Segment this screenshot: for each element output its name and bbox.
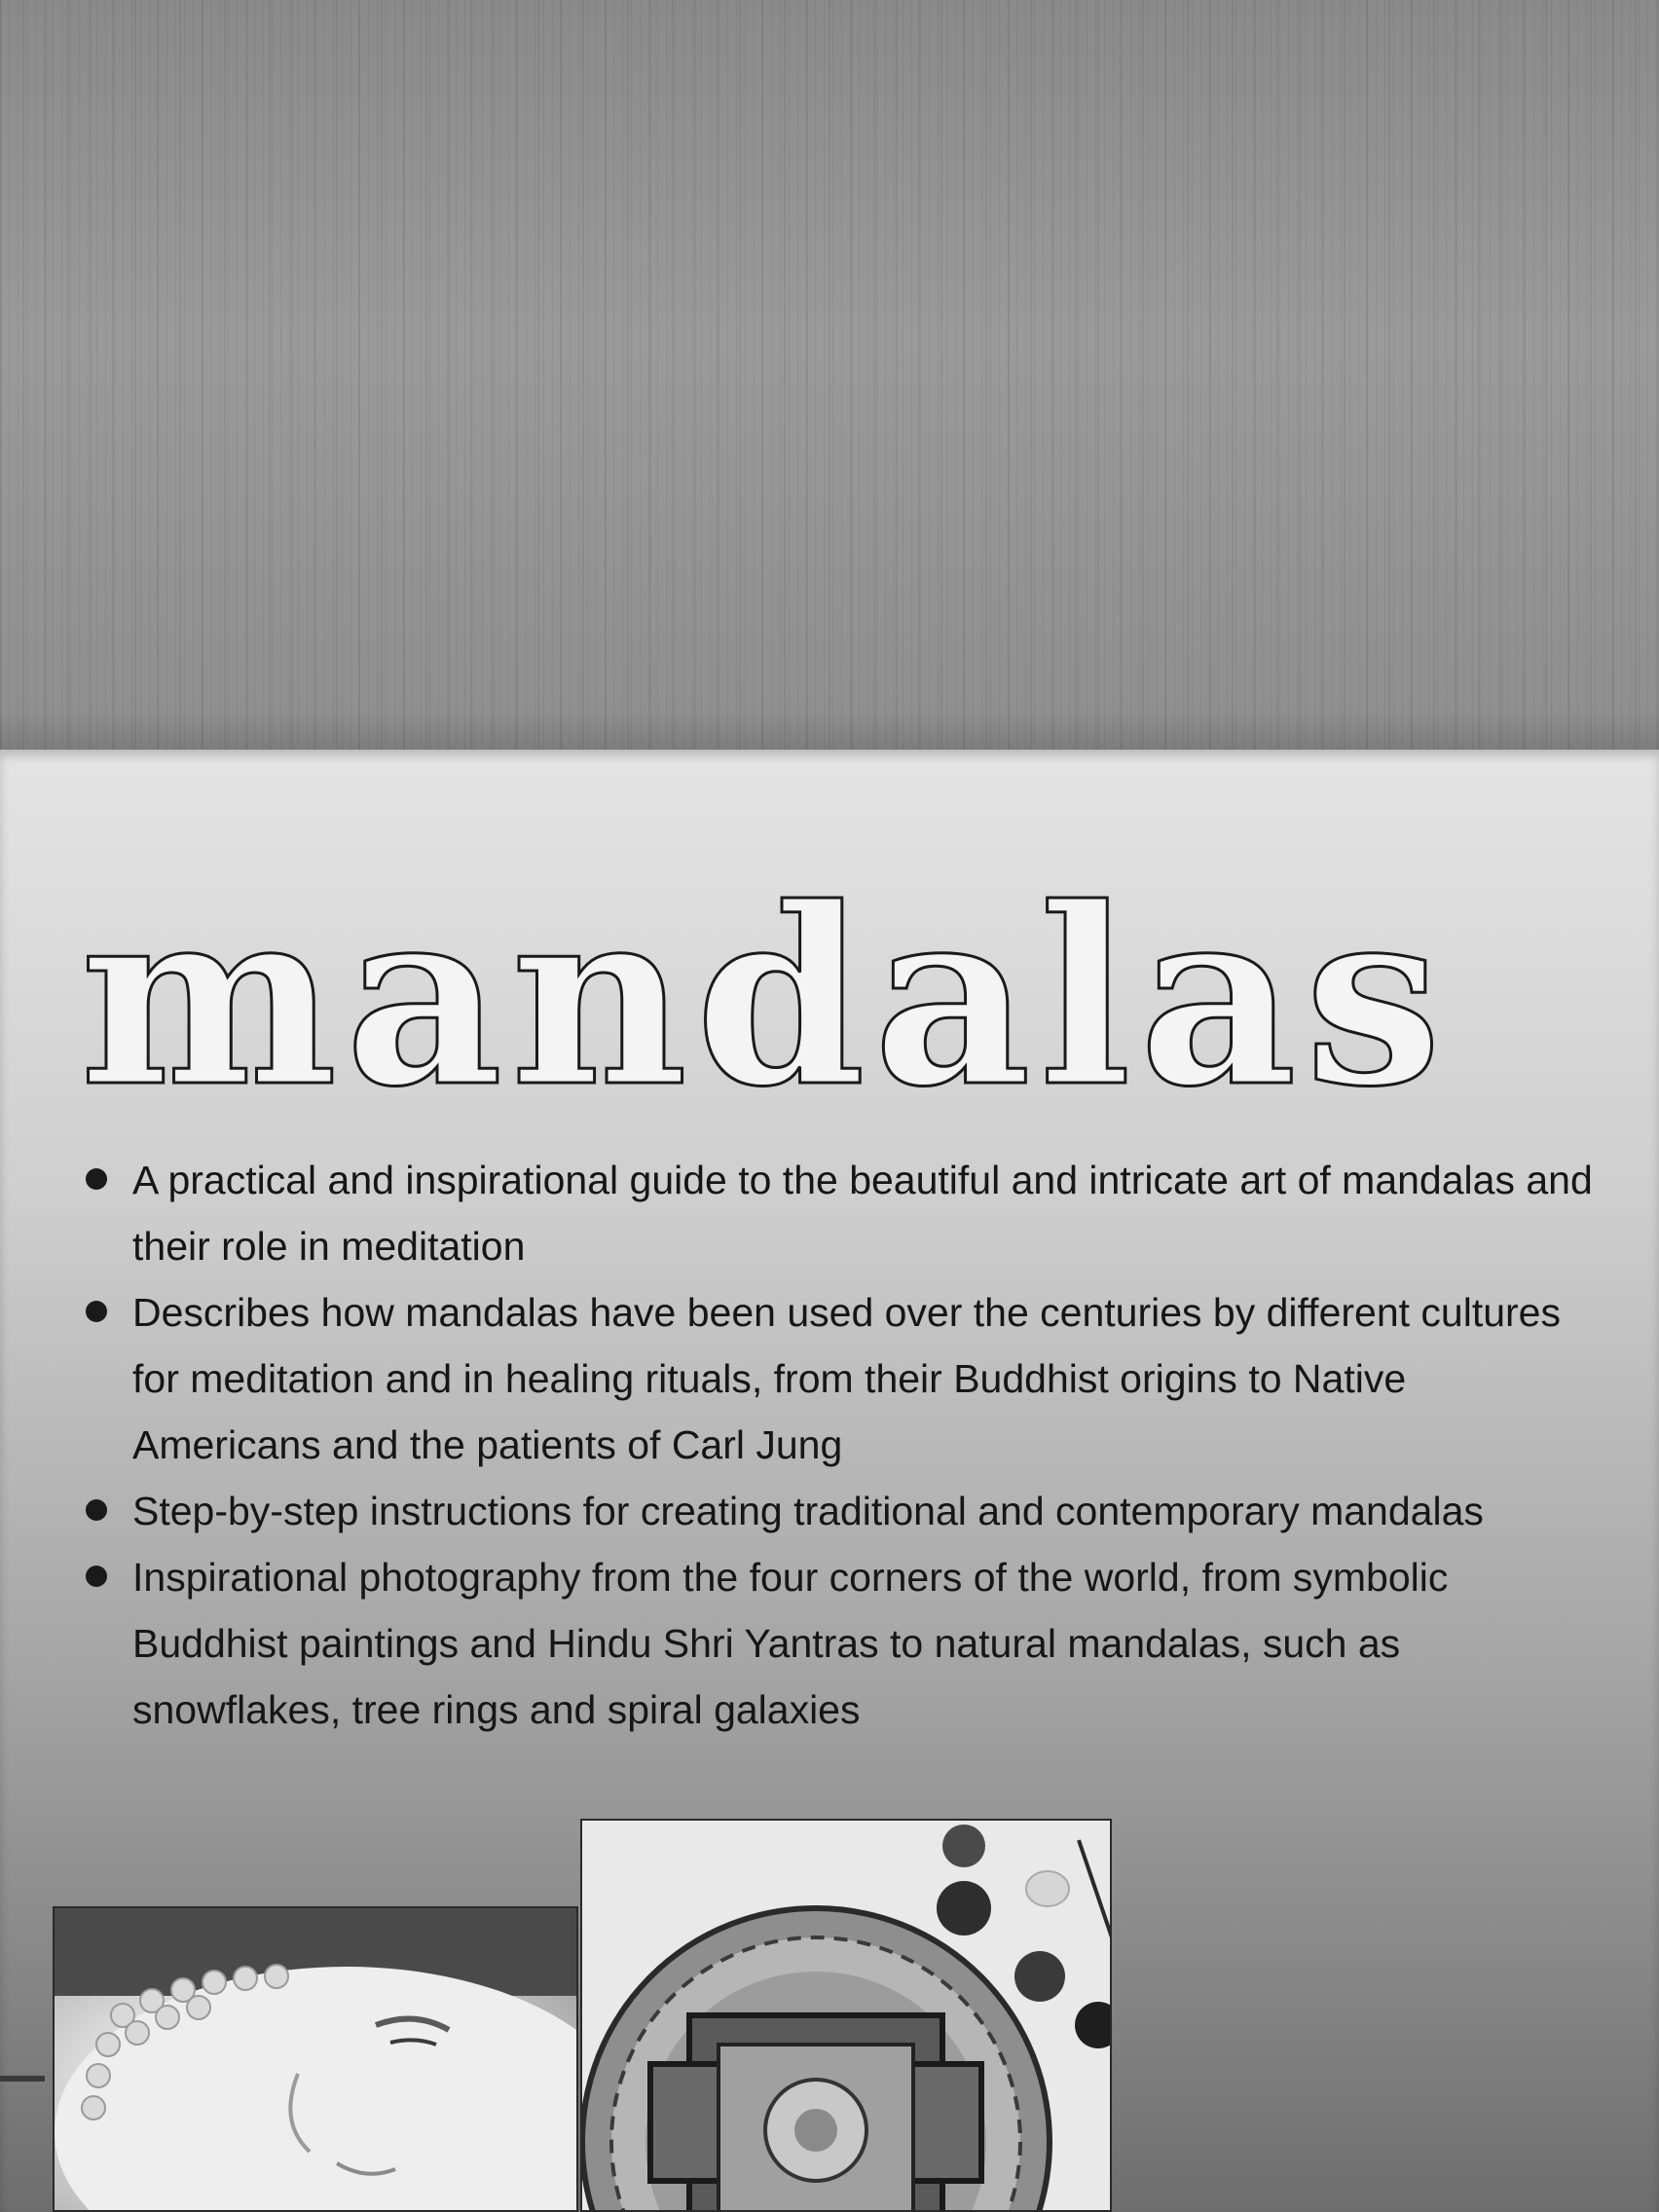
book-title — [80, 857, 1482, 1110]
book-title-text: mandalas — [80, 857, 1450, 1110]
bullet-icon — [86, 1566, 107, 1587]
feature-text: A practical and inspirational guide to the beautiful and intricate art of mandalas and their role in meditation — [132, 1158, 1593, 1269]
cover-edge-mark — [0, 2076, 45, 2082]
feature-text: Describes how mandalas have been used over the centuries by different cultures for meditation and in healing rituals, from their Buddhist origins to Native Americans and the patients of Carl Jung — [132, 1290, 1561, 1467]
textured-background — [0, 0, 1659, 750]
painted-mandala-photo — [580, 1819, 1112, 2212]
feature-text: Inspirational photography from the four corners of the world, from symbolic Buddhist paintings and Hindu Shri Yantras to natural mandalas, such as snowflakes, tree rings and spiral galaxies — [132, 1555, 1449, 1732]
bullet-icon — [86, 1499, 107, 1521]
feature-item — [80, 1279, 1599, 1478]
buddha-statue-photo — [53, 1906, 578, 2212]
feature-item — [80, 1147, 1599, 1279]
bullet-icon — [86, 1301, 107, 1322]
feature-text: Step-by-step instructions for creating traditional and contemporary mandalas — [132, 1489, 1484, 1533]
feature-list — [80, 1147, 1599, 1743]
bullet-icon — [86, 1168, 107, 1190]
feature-item — [80, 1478, 1599, 1544]
feature-item — [80, 1544, 1599, 1743]
